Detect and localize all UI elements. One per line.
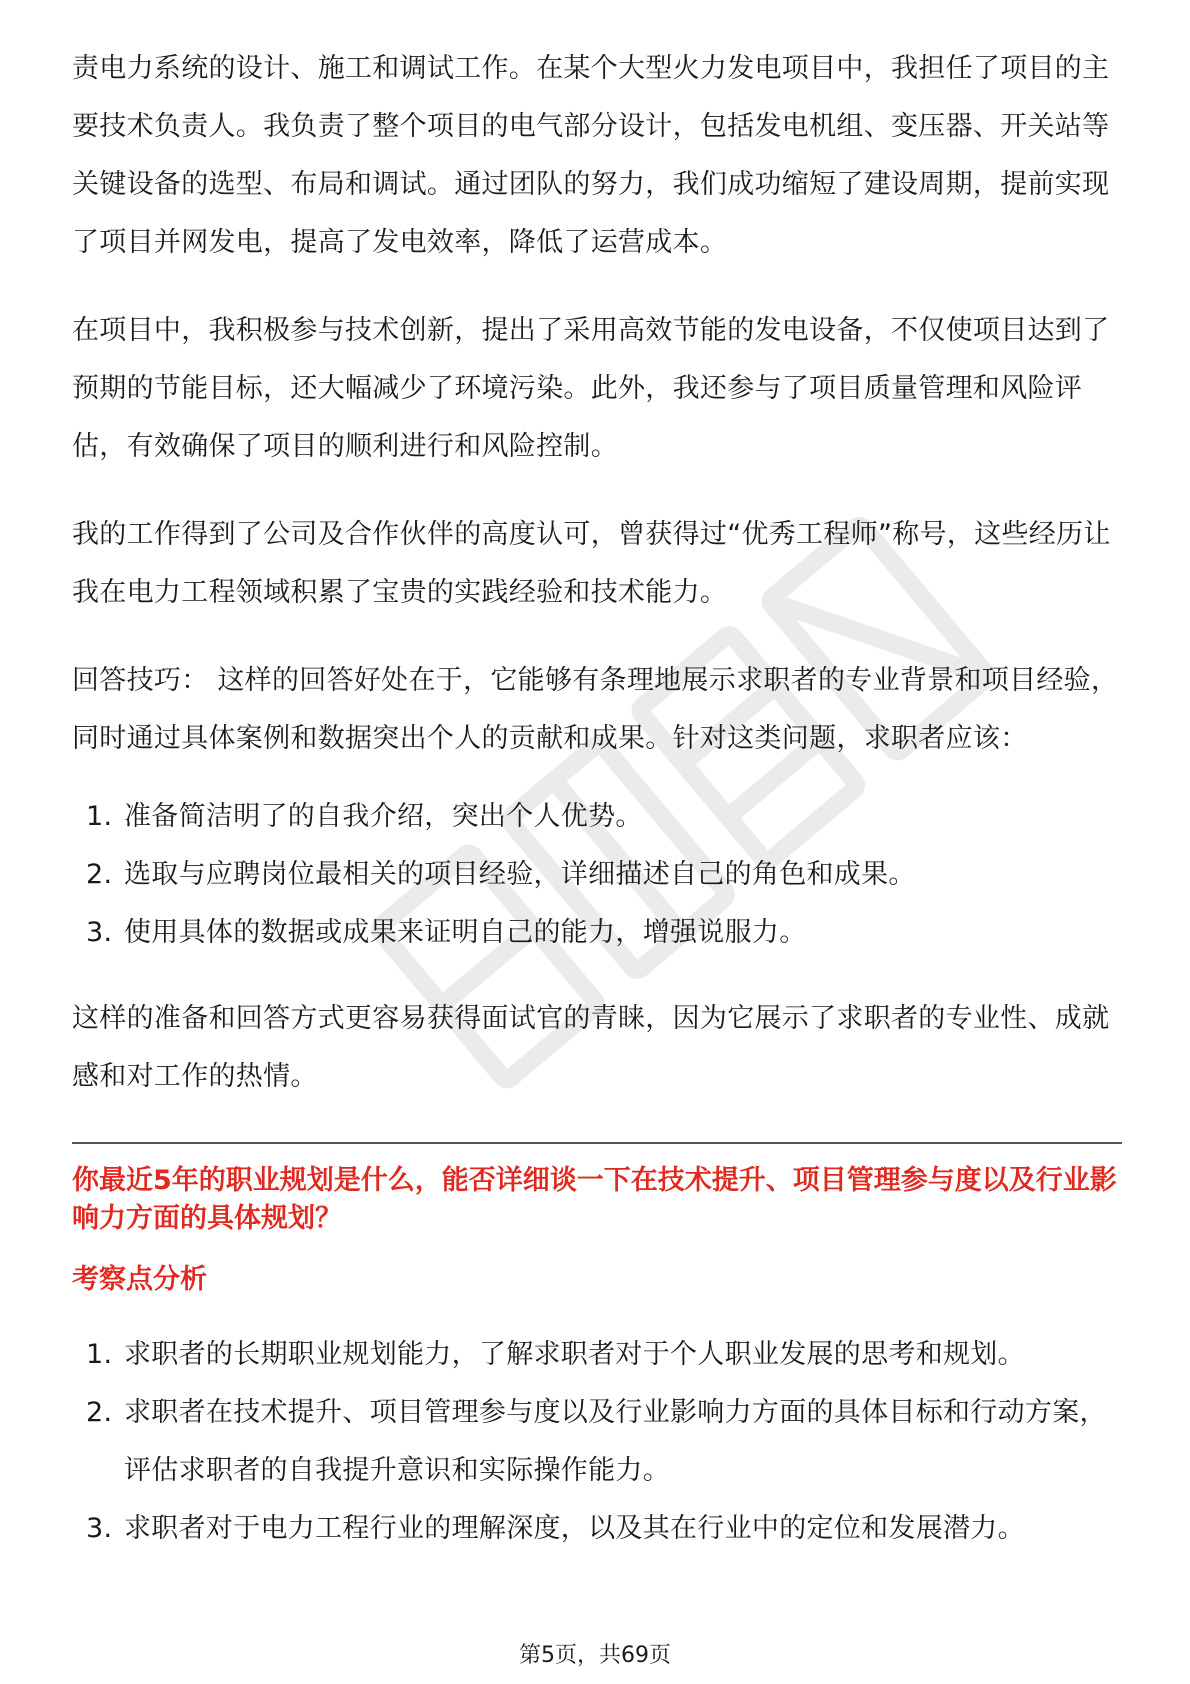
list-item-text: 求职者对于电力工程行业的理解深度，以及其在行业中的定位和发展潜力。 [124, 1513, 1025, 1544]
list-item [72, 788, 1122, 846]
question-title: 你最近5年的职业规划是什么，能否详细谈一下在技术提升、项目管理参与度以及行业影响力方面的具体规划？ [72, 1165, 1117, 1234]
list-item [72, 1500, 1122, 1558]
list-item [72, 1326, 1122, 1384]
paragraph-closing: 这样的准备和回答方式更容易获得面试官的青睐，因为它展示了求职者的专业性、成就感和对工作的热情。 [72, 1003, 1110, 1092]
list-item-text: 求职者的长期职业规划能力，了解求职者对于个人职业发展的思考和规划。 [124, 1339, 1025, 1370]
answer-tips: 回答技巧： 这样的回答好处在于，它能够有条理地展示求职者的专业背景和项目经验，同时通过具体案例和数据突出个人的贡献和成果。针对这类问题，求职者应该： [72, 665, 1119, 754]
list-item [72, 904, 1122, 962]
list-number: 1. [86, 801, 113, 832]
paragraph-project-experience: 责电力系统的设计、施工和调试工作。在某个大型火力发电项目中，我担任了项目的主要技术负责人。我负责了整个项目的电气部分设计，包括发电机组、变压器、开关站等关键设备的选型、布局和调试。通过团队的努力，我们成功缩短了建设周期，提前实现了项目并网发电，提高了发电效率，降低了运营成本。 [72, 53, 1110, 258]
paragraph-innovation: 在项目中，我积极参与技术创新，提出了采用高效节能的发电设备，不仅使项目达到了预期的节能目标，还大幅减少了环境污染。此外，我还参与了项目质量管理和风险评估，有效确保了项目的顺利进行和风险控制。 [72, 315, 1110, 462]
paragraph-recognition: 我的工作得到了公司及合作伙伴的高度认可，曾获得过“优秀工程师”称号，这些经历让我在电力工程领域积累了宝贵的实践经验和技术能力。 [72, 519, 1111, 608]
list-number: 3. [86, 1513, 113, 1544]
list-item [72, 1384, 1122, 1500]
list-number: 2. [86, 1397, 113, 1428]
document-page [72, 40, 1122, 1558]
list-item-text: 选取与应聘岗位最相关的项目经验，详细描述自己的角色和成果。 [124, 859, 916, 890]
analysis-heading: 考察点分析 [72, 1264, 207, 1295]
list-item-text: 求职者在技术提升、项目管理参与度以及行业影响力方面的具体目标和行动方案，评估求职者的自我提升意识和实际操作能力。 [124, 1397, 1107, 1486]
list-number: 1. [86, 1339, 113, 1370]
list-item-text: 使用具体的数据或成果来证明自己的能力，增强说服力。 [124, 917, 807, 948]
analysis-list [72, 1326, 1122, 1558]
list-number: 2. [86, 859, 113, 890]
section-divider [72, 1142, 1122, 1144]
list-item-text: 准备简洁明了的自我介绍，突出个人优势。 [124, 801, 643, 832]
list-item [72, 846, 1122, 904]
page-footer: 第5页，共69页 [519, 1643, 671, 1668]
tips-list [72, 788, 1122, 962]
list-number: 3. [86, 917, 113, 948]
